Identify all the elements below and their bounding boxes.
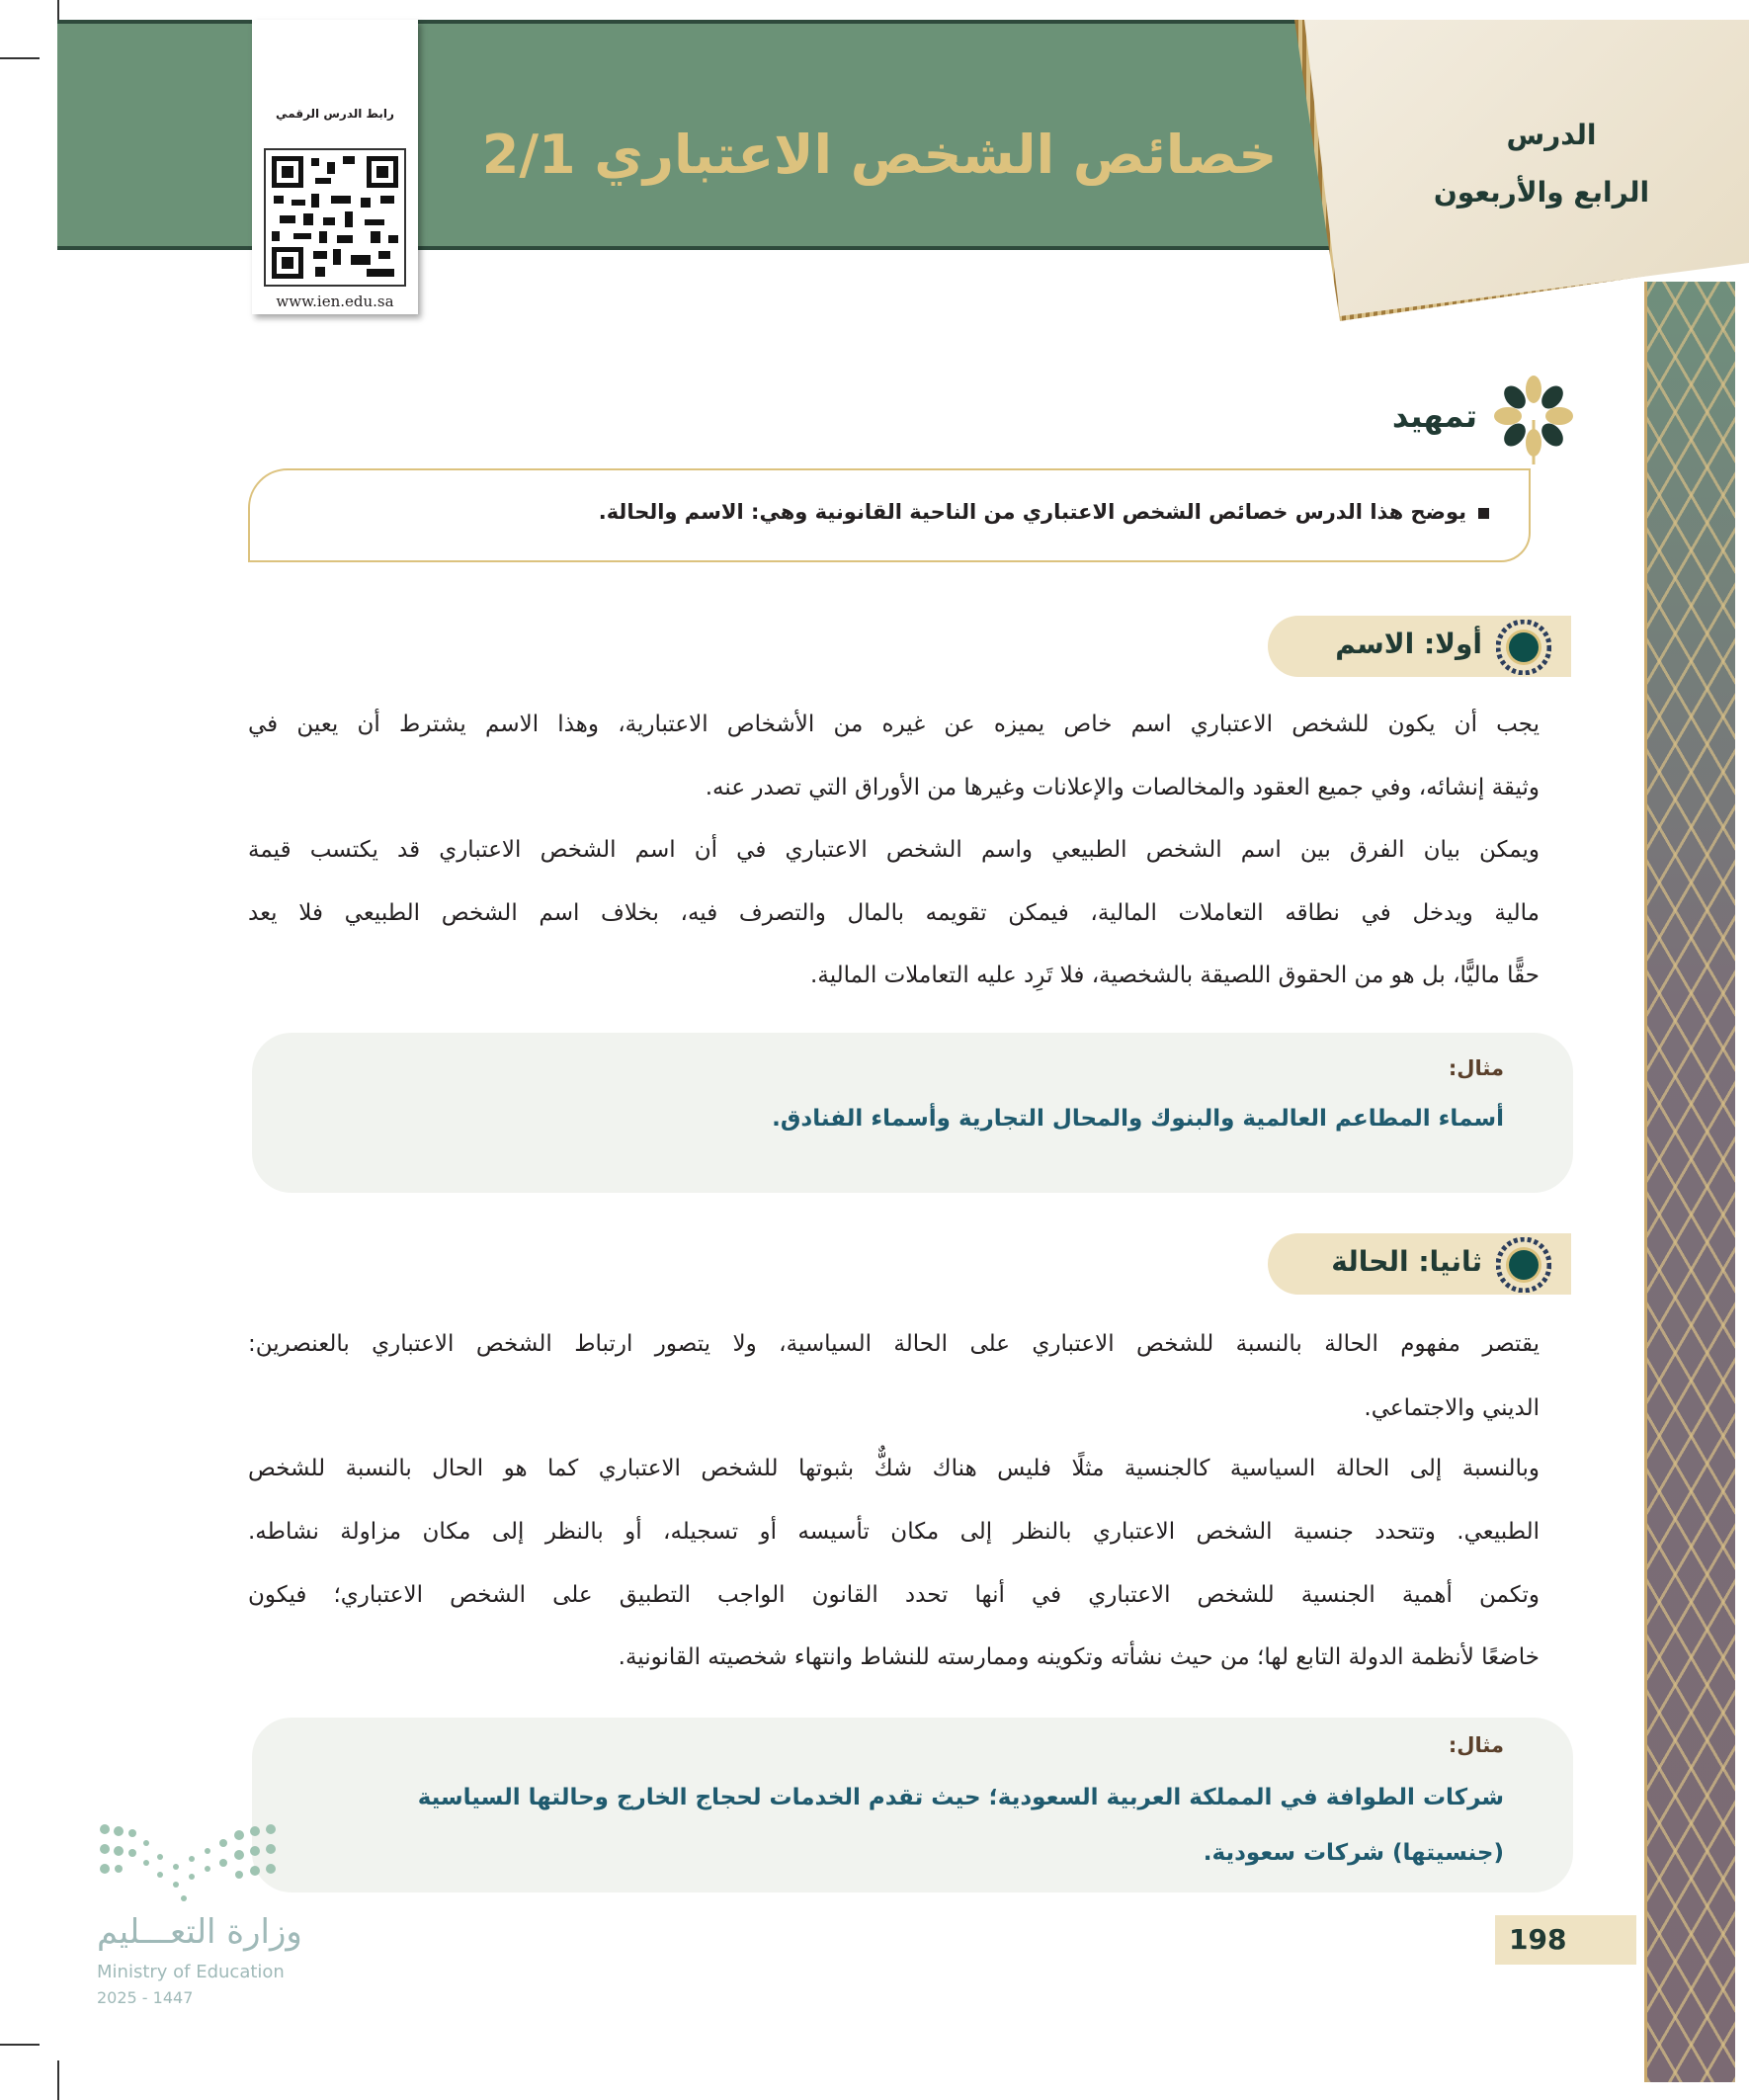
example-box — [252, 1718, 1573, 1892]
paragraph-line: يجب أن يكون للشخص الاعتباري اسم خاص يميزه عن غيره من الأشخاص الاعتبارية، وهذا الاسم يشترط أن يعين في — [248, 712, 1540, 737]
page-number: 198 — [1509, 1923, 1567, 1956]
example-label: مثال: — [1448, 1056, 1504, 1080]
paragraph-line: مالية ويدخل في نطاقه التعاملات المالية، فيمكن تقويمه بالمال والتصرف فيه، بخلاف اسم الشخص الطبيعي فلا يعد — [248, 900, 1540, 926]
lesson-label: الدرس — [1506, 119, 1597, 151]
intro-heading: تمهيد — [1391, 397, 1477, 435]
crop-mark — [0, 2044, 40, 2046]
paragraph-line: يقتصر مفهوم الحالة بالنسبة للشخص الاعتباري على الحالة السياسية، ولا يتصور ارتباط الشخص الاعتباري بالعنصرين: — [248, 1331, 1540, 1357]
paragraph-line: وبالنسبة إلى الحالة السياسية كالجنسية مثلًا فليس هناك شكٌّ بثبوتها للشخص الاعتباري كما هو الحال بالنسبة للشخص — [248, 1456, 1540, 1481]
example-label: مثال: — [1448, 1733, 1504, 1757]
edition-year: 2025 - 1447 — [97, 1988, 194, 2007]
page-number-box — [1495, 1915, 1636, 1965]
paragraph-line: حقًّا ماليًّا، بل هو من الحقوق اللصيقة بالشخصية، فلا تَرِد عليه التعاملات المالية. — [810, 963, 1540, 988]
paragraph-line: وثيقة إنشائه، وفي جميع العقود والمخالصات والإعلانات وغيرها من الأوراق التي تصدر عنه. — [705, 775, 1540, 800]
crop-mark — [57, 0, 59, 20]
crop-mark — [0, 57, 40, 59]
ministry-logo-dots-icon — [97, 1823, 314, 1902]
intro-sentence: يوضح هذا الدرس خصائص الشخص الاعتباري من الناحية القانونية وهي: الاسم والحالة. — [598, 500, 1466, 524]
qr-label: رابط الدرس الرقمي — [276, 107, 394, 121]
paragraph-line: الطبيعي. وتتحدد جنسية الشخص الاعتباري بالنظر إلى مكان تأسيسه أو تسجيله، أو بالنظر إلى مكان مزاولة نشاطه. — [248, 1519, 1540, 1545]
qr-url[interactable]: www.ien.edu.sa — [276, 293, 394, 310]
example-box — [252, 1033, 1573, 1193]
sun-emblem-icon — [1496, 620, 1551, 675]
example-text: (جنسيتها) شركات سعودية. — [1203, 1840, 1504, 1866]
crop-mark — [57, 2060, 59, 2100]
qr-card[interactable] — [252, 20, 418, 314]
intro-text — [599, 500, 1489, 524]
paragraph-line: ويمكن بيان الفرق بين اسم الشخص الطبيعي واسم الشخص الاعتباري في أن اسم الشخص الاعتباري قد يكتسب قيمة — [248, 837, 1540, 863]
paragraph-line: الديني والاجتماعي. — [1364, 1395, 1540, 1421]
example-text: أسماء المطاعم العالمية والبنوك والمحال التجارية وأسماء الفنادق. — [772, 1106, 1504, 1132]
paragraph-line: خاضعًا لأنظمة الدولة التابع لها؛ من حيث نشأته وتكوينه وممارسته للنشاط وانتهاء شخصيته القانونية. — [618, 1644, 1540, 1670]
example-text: شركات الطوافة في المملكة العربية السعودية؛ حيث تقدم الخدمات لحجاج الخارج وحالتها السياسية — [417, 1785, 1504, 1810]
lesson-card — [1304, 20, 1749, 316]
section-title: أولا: الاسم — [1335, 628, 1482, 660]
ministry-name-english: Ministry of Education — [97, 1962, 285, 1982]
section-heading-status — [1268, 1233, 1571, 1295]
section-title: ثانيا: الحالة — [1331, 1245, 1482, 1278]
sun-emblem-icon — [1496, 1237, 1551, 1293]
paragraph-line: وتكمن أهمية الجنسية للشخص الاعتباري في أنها تحدد القانون الواجب التطبيق على الشخص الاعتباري؛ فيكون — [248, 1582, 1540, 1608]
page-title: خصائص الشخص الاعتباري 2/1 — [481, 124, 1278, 186]
decorative-side-strip — [1644, 282, 1735, 2082]
qr-code-icon[interactable] — [264, 148, 406, 287]
section-heading-name — [1268, 616, 1571, 677]
lesson-number: الرابع والأربعون — [1433, 176, 1650, 209]
flower-icon — [1494, 376, 1573, 464]
bullet-icon — [1478, 508, 1489, 519]
ministry-name-arabic: وزارة التعـــليم — [97, 1912, 302, 1952]
intro-box — [248, 468, 1531, 562]
